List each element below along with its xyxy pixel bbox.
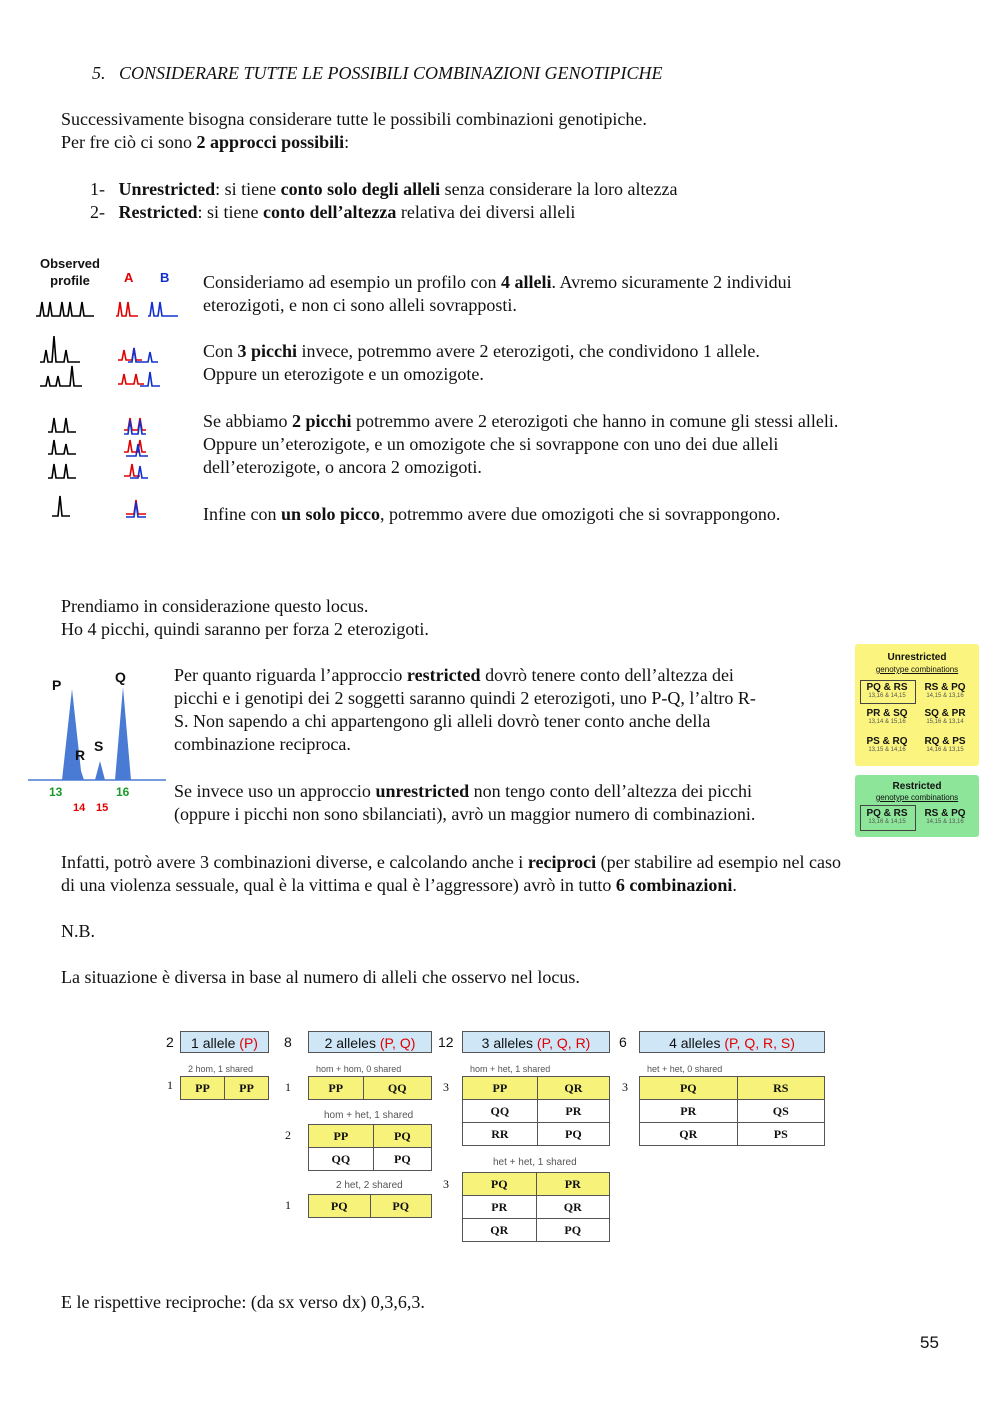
situazione-text: La situazione è diversa in base al numero di alleli che osservo nel locus. xyxy=(61,967,580,987)
observed-profile-label xyxy=(30,255,110,289)
peak-label-p: P xyxy=(52,677,62,693)
t3-g1-num: 3 xyxy=(443,1080,449,1094)
para-unrestricted-line-1 xyxy=(174,780,752,803)
genotype-sub: 15,16 & 13,14 xyxy=(926,719,964,725)
para-unrestricted-line-2: (oppure i picchi non sono sbilanciati), avrò un maggior numero di combinazioni. xyxy=(174,804,756,824)
label-a: A xyxy=(124,270,134,285)
box-title: Unrestricted xyxy=(887,652,947,663)
para-2-picchi-line-1 xyxy=(203,410,838,433)
t4-header xyxy=(639,1031,825,1053)
header-label: 3 alleles xyxy=(481,1035,537,1051)
cell: PR xyxy=(640,1100,738,1123)
profile-1-peak xyxy=(52,496,70,516)
contrib-2-2 xyxy=(124,440,146,452)
genotype-text: RS & PQ xyxy=(924,808,966,819)
contrib-b-4 xyxy=(148,302,178,316)
genotype-cell xyxy=(915,736,975,753)
nb-label: N.B. xyxy=(61,921,96,941)
locus-intro-line-1: Prendiamo in considerazione questo locus. xyxy=(61,596,369,616)
header-label: 2 alleles xyxy=(324,1035,380,1051)
contrib-2-1b xyxy=(124,420,146,434)
intro-line-1: Successivamente bisogna considerare tutte le possibili combinazioni genotipiche. xyxy=(61,109,647,129)
t3-g1-subtitle: hom + het, 1 shared xyxy=(470,1064,551,1074)
cell: QR xyxy=(536,1196,610,1219)
para-text: Se abbiamo xyxy=(203,411,292,431)
t4-g1-num: 3 xyxy=(622,1080,628,1094)
label-b: B xyxy=(160,270,170,285)
contrib-a-3-2 xyxy=(118,374,144,384)
list-number: 1- xyxy=(90,179,105,199)
observed-profiles-figure xyxy=(30,290,190,530)
approach-text: : si tiene xyxy=(215,179,281,199)
approach-item-1 xyxy=(90,178,678,201)
genotype-cell xyxy=(857,682,917,699)
cell: QS xyxy=(737,1100,824,1123)
contrib-b-3-1 xyxy=(128,348,158,362)
para-3-picchi-line-1 xyxy=(203,340,760,363)
locus-intro-line-2: Ho 4 picchi, quindi saranno per forza 2 eterozigoti. xyxy=(61,619,429,639)
contrib-2-3 xyxy=(124,464,140,476)
cell: PQ xyxy=(463,1173,537,1196)
t1-num: 1 xyxy=(167,1078,173,1092)
genotype-text: PS & RQ xyxy=(866,736,908,747)
para-text: Infatti, potrò avere 3 combinazioni diverse, e calcolando anche i xyxy=(61,852,528,872)
para-bold: reciproci xyxy=(527,852,597,872)
para-restricted-line-4: combinazione reciproca. xyxy=(174,734,351,754)
t3-count: 12 xyxy=(438,1034,454,1050)
profile-2-peaks-3 xyxy=(48,464,76,478)
table-row xyxy=(640,1077,825,1100)
t3-g1-table xyxy=(462,1076,610,1146)
t4-g1-table xyxy=(639,1076,825,1146)
contrib-a-3-1 xyxy=(118,348,142,360)
contrib-2-1 xyxy=(124,418,146,430)
genotype-sub: 13,16 & 14,15 xyxy=(868,819,906,825)
genotype-sub: 13,15 & 14,16 xyxy=(868,747,906,753)
cell: PP xyxy=(309,1125,374,1148)
genotype-cell xyxy=(915,682,975,699)
cell: PR xyxy=(537,1100,609,1123)
table-row xyxy=(463,1077,610,1100)
para-text: (per stabilire ad esempio nel caso xyxy=(596,852,842,872)
genotype-sub: 14,16 & 13,15 xyxy=(926,747,964,753)
para-bold: unrestricted xyxy=(375,781,470,801)
t2-g2-subtitle: hom + het, 1 shared xyxy=(324,1110,414,1121)
approach-name: Restricted xyxy=(118,202,198,222)
table-row xyxy=(309,1148,432,1171)
genotype-cell xyxy=(857,736,917,753)
peak-q xyxy=(115,687,131,780)
header-label: 4 alleles xyxy=(669,1035,725,1051)
table-row xyxy=(463,1173,610,1196)
genotype-text: PR & SQ xyxy=(866,708,908,719)
restricted-combinations-box xyxy=(855,775,979,837)
cell: QQ xyxy=(363,1077,431,1100)
genotype-sub: 14,15 & 13,16 xyxy=(926,693,964,699)
t3-g2-table xyxy=(462,1172,610,1242)
para-bold: 6 combinazioni xyxy=(615,875,733,895)
table-row xyxy=(309,1077,432,1100)
para-restricted-line-3: S. Non sapendo a chi appartengono gli alleli dovrò tener conto anche della xyxy=(174,711,711,731)
para-restricted-line-2: picchi e i genotipi dei 2 soggetti saranno quindi 2 eterozigoti, uno P-Q, l’altro R- xyxy=(174,688,756,708)
para-text: . Avremo sicuramente 2 individui xyxy=(551,272,792,292)
cell: PQ xyxy=(370,1195,432,1218)
allele-14-label: 14 xyxy=(73,802,86,814)
header-label: 1 allele xyxy=(191,1035,240,1051)
cell: PQ xyxy=(373,1125,431,1148)
t2-g3-table xyxy=(308,1194,432,1218)
para-4-alleli-line-2: eterozigoti, e non ci sono alleli sovrapposti. xyxy=(203,295,517,315)
genotype-sub: 13,14 & 15,16 xyxy=(868,719,906,725)
cell: PQ xyxy=(309,1195,371,1218)
cell: QR xyxy=(463,1219,537,1242)
profile-2-peaks-1 xyxy=(48,418,76,432)
allele-13-label: 13 xyxy=(49,785,63,799)
table-row xyxy=(309,1125,432,1148)
observed-label-line: Observed xyxy=(40,256,100,271)
table-row xyxy=(463,1123,610,1146)
t3-g2-subtitle: het + het, 1 shared xyxy=(493,1157,577,1168)
cell: PP xyxy=(463,1077,538,1100)
header-alleles: (P, Q) xyxy=(379,1035,416,1051)
genotype-cell xyxy=(915,708,975,725)
para-text: non tengo conto dell’altezza dei picchi xyxy=(469,781,752,801)
page-number: 55 xyxy=(920,1333,939,1352)
table-row xyxy=(181,1077,269,1100)
genotype-text: SQ & PR xyxy=(924,708,966,719)
contrib-a-4 xyxy=(116,302,138,316)
approach-item-2 xyxy=(90,201,575,224)
unrestricted-combinations-box xyxy=(855,644,979,766)
approach-text: senza considerare la loro altezza xyxy=(440,179,678,199)
para-bold: 3 picchi xyxy=(237,341,298,361)
cell: PQ xyxy=(536,1219,610,1242)
table-row xyxy=(640,1123,825,1146)
cell: QQ xyxy=(309,1148,374,1171)
intro-colon: : xyxy=(344,132,350,152)
para-text: invece, potremmo avere 2 eterozigoti, che condividono 1 allele. xyxy=(297,341,760,361)
cell: PP xyxy=(225,1077,269,1100)
cell: QR xyxy=(537,1077,609,1100)
t4-g1-subtitle: het + het, 0 shared xyxy=(647,1064,723,1074)
cell: QR xyxy=(640,1123,738,1146)
para-infatti-line-1 xyxy=(61,851,841,874)
para-infatti-line-2 xyxy=(61,874,737,897)
genotype-cell xyxy=(857,708,917,725)
profile-2-peaks-2 xyxy=(48,440,76,454)
genotype-sub: 14,15 & 13,16 xyxy=(926,819,964,825)
genotype-cell xyxy=(915,808,975,825)
t1-count: 2 xyxy=(166,1034,174,1050)
cell: RR xyxy=(463,1123,538,1146)
cell: QQ xyxy=(463,1100,538,1123)
table-row xyxy=(463,1219,610,1242)
para-text: , potremmo avere due omozigoti che si sovrappongono. xyxy=(380,504,781,524)
genotype-text: PQ & RS xyxy=(866,808,908,819)
para-text: . xyxy=(732,875,737,895)
t2-g2-num: 2 xyxy=(285,1128,291,1142)
para-bold: 2 picchi xyxy=(291,411,352,431)
t3-g2-num: 3 xyxy=(443,1177,449,1191)
observed-label-line: profile xyxy=(50,273,90,288)
t1-table xyxy=(180,1076,269,1100)
para-text: dovrò tenere conto dell’altezza dei xyxy=(480,665,734,685)
table-row xyxy=(463,1196,610,1219)
cell: PR xyxy=(463,1196,537,1219)
para-3-picchi-line-2: Oppure un eterozigote e un omozigote. xyxy=(203,364,484,384)
para-text: Per quanto riguarda l’approccio xyxy=(174,665,407,685)
box-subtitle: genotype combinations xyxy=(875,793,959,802)
para-bold: un solo picco xyxy=(280,504,380,524)
genotype-text: RS & PQ xyxy=(924,682,966,693)
approach-bold: conto solo degli alleli xyxy=(280,179,441,199)
cell: PQ xyxy=(537,1123,609,1146)
header-alleles: (P, Q, R, S) xyxy=(724,1035,795,1051)
approach-text: relativa dei diversi alleli xyxy=(396,202,576,222)
profile-3-peaks-2 xyxy=(40,366,82,386)
para-bold: 4 alleli xyxy=(500,272,552,292)
table-row xyxy=(640,1100,825,1123)
t2-g3-subtitle: 2 het, 2 shared xyxy=(336,1180,403,1191)
t4-count: 6 xyxy=(619,1034,627,1050)
peak-s xyxy=(95,761,105,780)
para-text: di una violenza sessuale, qual è la vittima e qual è l’aggressore) avrò in tutto xyxy=(61,875,616,895)
peak-label-s: S xyxy=(94,738,104,754)
peak-label-r: R xyxy=(75,747,86,763)
peak-label-q: Q xyxy=(115,669,126,685)
para-text: Infine con xyxy=(203,504,281,524)
approach-text: : si tiene xyxy=(197,202,263,222)
genotype-text: RQ & PS xyxy=(924,736,966,747)
para-text: Consideriamo ad esempio un profilo con xyxy=(203,272,501,292)
genotype-text: PQ & RS xyxy=(866,682,908,693)
para-text: potremmo avere 2 eterozigoti che hanno in comune gli stessi alleli. xyxy=(351,411,839,431)
t3-header xyxy=(462,1031,610,1053)
section-heading: 5. CONSIDERARE TUTTE LE POSSIBILI COMBINAZIONI GENOTIPICHE xyxy=(92,63,663,83)
t2-count: 8 xyxy=(284,1034,292,1050)
box-title: Restricted xyxy=(892,781,942,792)
intro-text: Per fre ciò ci sono xyxy=(61,132,197,152)
para-text: Con xyxy=(203,341,238,361)
approach-name: Unrestricted xyxy=(118,179,216,199)
intro-line-2 xyxy=(61,131,349,154)
intro-bold: 2 approcci possibili xyxy=(196,132,345,152)
para-restricted-line-1 xyxy=(174,664,734,687)
cell: PR xyxy=(536,1173,610,1196)
t2-g1-table xyxy=(308,1076,432,1100)
cell: PP xyxy=(181,1077,225,1100)
cell: PQ xyxy=(373,1148,431,1171)
para-bold: restricted xyxy=(406,665,481,685)
para-1-picco xyxy=(203,503,780,526)
para-2-picchi-line-3: dell’eterozigote, o ancora 2 omozigoti. xyxy=(203,457,482,477)
para-2-picchi-line-2: Oppure un’eterozigote, e un omozigote che si sovrappone con uno dei due alleli xyxy=(203,434,779,454)
header-alleles: (P, Q, R) xyxy=(536,1035,591,1051)
cell: PQ xyxy=(640,1077,738,1100)
cell: RS xyxy=(737,1077,824,1100)
reciproche-text: E le rispettive reciproche: (da sx verso dx) 0,3,6,3. xyxy=(61,1292,425,1312)
para-text: Se invece uso un approccio xyxy=(174,781,376,801)
profile-4-alleles xyxy=(36,302,94,316)
box-subtitle: genotype combinations xyxy=(875,665,959,674)
table-row xyxy=(309,1195,432,1218)
approach-bold: conto dell’altezza xyxy=(262,202,397,222)
t2-g1-subtitle: hom + hom, 0 shared xyxy=(316,1064,402,1074)
cell: PS xyxy=(737,1123,824,1146)
t1-subtitle: 2 hom, 1 shared xyxy=(188,1064,254,1074)
list-number: 2- xyxy=(90,202,105,222)
genotype-sub: 13,16 & 14,15 xyxy=(868,693,906,699)
allele-15-label: 15 xyxy=(96,802,109,814)
table-row xyxy=(463,1100,610,1123)
t2-g1-num: 1 xyxy=(285,1080,291,1094)
t2-header xyxy=(308,1031,432,1053)
header-alleles: (P) xyxy=(239,1035,258,1051)
allele-16-label: 16 xyxy=(116,785,130,799)
t2-g3-num: 1 xyxy=(285,1198,291,1212)
genotype-cell xyxy=(857,808,917,825)
t1-header xyxy=(180,1031,269,1053)
cell: PP xyxy=(309,1077,364,1100)
para-4-alleli-line-1 xyxy=(203,271,792,294)
t2-g2-table xyxy=(308,1124,432,1171)
profile-3-peaks-1 xyxy=(40,336,80,362)
